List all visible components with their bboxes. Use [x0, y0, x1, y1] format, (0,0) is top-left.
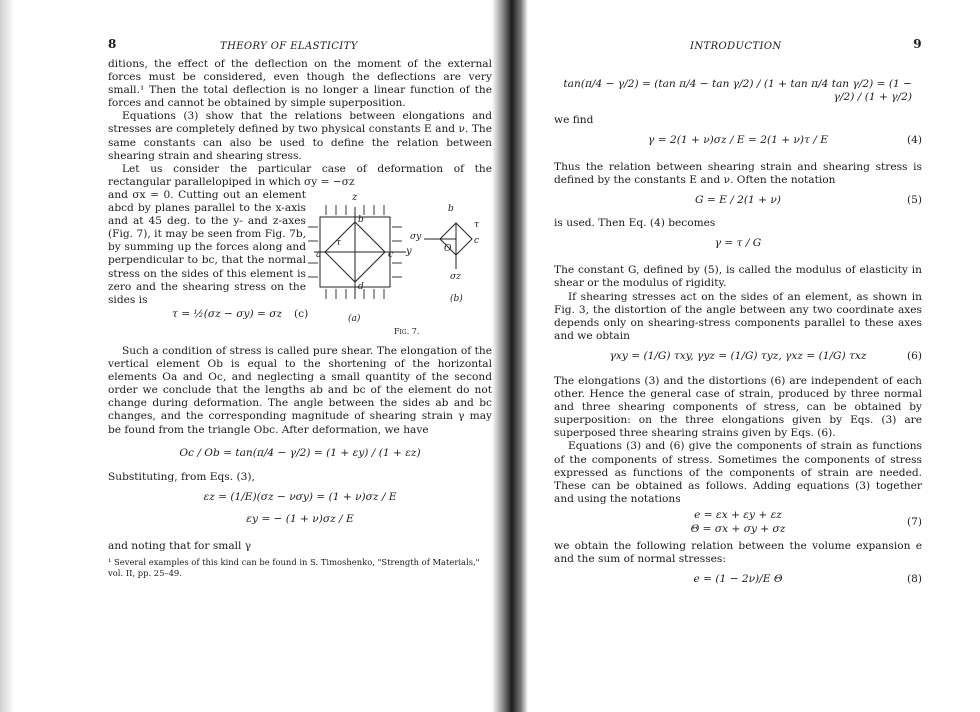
equation-6 [554, 343, 922, 375]
paragraph: Such a condition of stress is called pure shear. The elongation of the vertical element Ob is equal to the shortening of the horizontal elements Oa and Oc, and neglecting a small quantity of the second order we conclude that the lengths ab and bc of the element do not change during deformation. The angle between the sides ab and bc changes, and the corresponding magnitude of shearing strain γ may be found from the triangle Obc. After deformation, we have [108, 344, 492, 436]
point-label-b-fig7b: b [448, 203, 454, 214]
equation-body: e = (1 − 2ν)/E Θ [693, 573, 783, 586]
equation-gamma-tau-g [554, 230, 922, 264]
equation-body: G = E / 2(1 + ν) [695, 194, 781, 207]
equation-body: τ = ½(σz − σy) = σz [172, 307, 283, 320]
paragraph: and σx = 0. Cutting out an element abcd by planes parallel to the x-axis and at 45 deg. to the y- and z-axes (Fig. 7), it may be seen from Fig. 7b, by summing up the forces along and perpendicular to bc, that the normal stress on the sides of this element is zero and the shearing stress on the sides is [108, 188, 306, 306]
equation-body: Oc / Ob = tan(π/4 − γ/2) = (1 + εy) / (1 + εz) [179, 446, 421, 459]
shear-label-tau: τ [336, 237, 341, 248]
footnote: ¹ Several examples of this kind can be found in S. Timoshenko, "Strength of Materials," vol. II, pp. 25–49. [108, 556, 480, 578]
paragraph: The elongations (3) and the distortions (6) are independent of each other. Hence the general case of strain, produced by three normal and three shearing components of stress, can be obtained by superposition: on the three elongations given by Eqs. (3) are superposed three shearing strains given by Eqs. (6). [554, 374, 922, 440]
stress-label-sigma-y: σy [410, 231, 422, 242]
equation-label: (c) [294, 307, 309, 320]
paragraph: ditions, the effect of the deflection on the moment of the external forces must be considered, even though the deflections are very small.¹ Then the total deflection is no longer a linear function of the forces and cannot be obtained by simple superposition. [108, 58, 492, 110]
point-label-c: c [388, 249, 394, 260]
figure-wrap-block [108, 189, 492, 339]
equation-tan-ratio [108, 437, 492, 471]
running-head-title: THEORY OF ELASTICITY [220, 41, 358, 52]
equation-7 [554, 506, 922, 540]
point-label-o: O [444, 243, 452, 254]
left-page [108, 36, 492, 579]
figure-caption: Fig. 7. [394, 326, 420, 336]
point-label-b: b [358, 214, 364, 225]
left-running-head [108, 36, 492, 58]
page-number: 9 [913, 37, 922, 51]
figure-label-b: (b) [450, 293, 463, 304]
figure-7 [306, 189, 492, 339]
point-label-c-fig7b: c [474, 235, 480, 246]
paragraph: If shearing stresses act on the sides of an element, as shown in Fig. 3, the distortion of the angle between any two coordinate axes depends only on shearing-stress components parallel to these axes and we obtain [554, 290, 922, 342]
paragraph: Let us consider the particular case of deformation of the rectangular parallelopiped in which σy = −σz [108, 162, 492, 188]
paragraph: we find [554, 114, 594, 126]
equation-epsilon-y [108, 510, 492, 534]
equation-epsilon-z [108, 484, 492, 510]
equation-label: (4) [906, 134, 922, 147]
point-label-a: a [316, 249, 322, 260]
equation-c [108, 307, 309, 324]
equation-body: γ = τ / G [714, 237, 762, 250]
right-running-head [554, 36, 922, 58]
figure-7-drawing [306, 189, 492, 339]
axis-label-y: y [406, 245, 412, 257]
equation-5 [554, 187, 922, 217]
paragraph: is used. Then Eq. (4) becomes [554, 217, 716, 230]
book-gutter [492, 0, 528, 712]
equation-body: εy = − (1 + ν)σz / E [246, 512, 354, 525]
paragraph: Thus the relation between shearing strain and shearing stress is defined by the constants E and ν. Often the notation [554, 161, 922, 187]
figure-label-a: (a) [348, 313, 361, 324]
equation-body: e = εx + εy + εz [694, 508, 782, 521]
equation-label: (6) [906, 349, 922, 362]
equation-body: Θ = σx + σy + σz [690, 522, 786, 535]
paragraph: we obtain the following relation between the volume expansion e and the sum of normal stresses: [554, 539, 922, 565]
paragraph: and noting that for small γ [108, 539, 252, 552]
running-head-title: INTRODUCTION [690, 41, 782, 52]
equation-body: εz = (1/E)(σz − νσy) = (1 + ν)σz / E [203, 490, 397, 503]
equation-label: (5) [906, 194, 922, 207]
page-number: 8 [108, 37, 117, 51]
paragraph: Equations (3) show that the relations between elongations and stresses are completely defined by two physical constants E and ν. The same constants can also be used to define the relation between shearing strain and shearing stress. [108, 110, 492, 162]
page-edge [0, 0, 14, 712]
equation-label: (7) [906, 515, 922, 528]
point-label-d: d [358, 281, 364, 292]
equation-label: (8) [906, 573, 922, 586]
equation-8 [554, 566, 922, 592]
paragraph: Substituting, from Eqs. (3), [108, 470, 255, 483]
equation-body: γ = 2(1 + ν)σz / E = 2(1 + ν)τ / E [648, 134, 828, 147]
equation-body: γxy = (1/G) τxy, γyz = (1/G) τyz, γxz = (1/G) τxz [609, 349, 867, 362]
equation-4 [554, 127, 922, 161]
paragraph: The constant G, defined by (5), is called the modulus of elasticity in shear or the modulus of rigidity. [554, 264, 922, 290]
stress-label-sigma-z: σz [450, 271, 461, 282]
shear-label-tau-fig7b: τ [474, 219, 479, 230]
paragraph: Equations (3) and (6) give the components of strain as functions of the components of stress. Sometimes the components of stress expressed as functions of the components of strain are needed. These can be obtained as follows. Adding equations (3) together and using the notations [554, 440, 922, 505]
equation-body: tan(π/4 − γ/2) = (tan π/4 − tan γ/2) / (1 + tan π/4 tan γ/2) = (1 − γ/2) / (1 + γ/2) [563, 78, 912, 104]
axis-label-z: z [352, 191, 358, 203]
equation-tan-expansion [554, 58, 922, 114]
right-page [554, 36, 922, 592]
